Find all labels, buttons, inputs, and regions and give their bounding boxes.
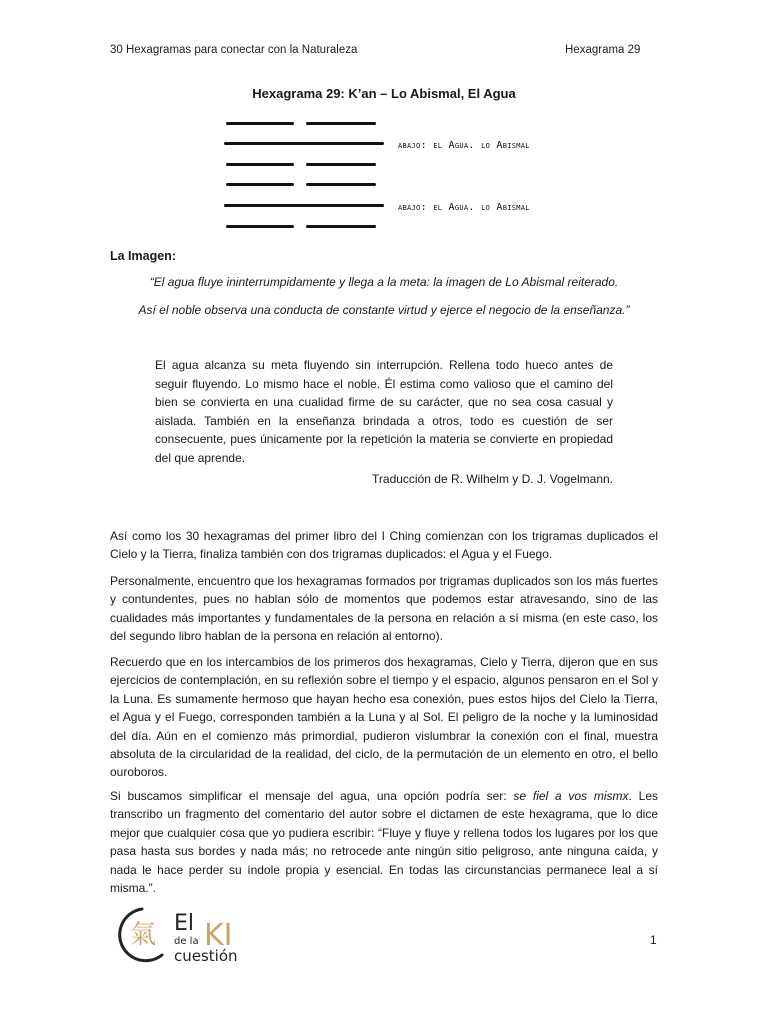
logo-word-el: El — [174, 911, 195, 936]
logo-ki-glyph: 氣 — [129, 920, 157, 950]
hexagram-figure — [224, 115, 384, 235]
paragraph-1: Así como los 30 hexagramas del primer libro del I Ching comienzan con los trigramas duplicados el Cielo y la Tierra, finaliza también con dos trigramas duplicados: el Agua y el Fuego. — [110, 529, 658, 562]
hexagram-line-3-right — [306, 163, 376, 166]
hexagram-line-1-right — [306, 122, 376, 125]
upper-trigram-label: abajo: el Agua. lo Abismal — [398, 140, 530, 151]
paragraph-4-emphasis: se fiel a vos mismx — [513, 789, 629, 803]
hexagram-line-3-left — [226, 163, 294, 166]
image-section-label: La Imagen: — [110, 249, 176, 263]
running-header-title: 30 Hexagramas para conectar con la Naturaleza — [110, 44, 358, 56]
hexagram-line-4-left — [226, 183, 294, 186]
lower-trigram-label: abajo: el Agua. lo Abismal — [398, 202, 530, 213]
logo-word-ki: KI — [204, 918, 233, 953]
page-number: 1 — [650, 933, 657, 947]
hexagram-line-4-right — [306, 183, 376, 186]
hexagram-line-6-left — [226, 225, 294, 228]
paragraph-4-start: Si buscamos simplificar el mensaje del agua, una opción podría ser: — [110, 789, 514, 803]
paragraph-4-end: . Les transcribo un fragmento del comentario del autor sobre el dictamen de este hexagrama, que lo dice mejor que cualquier cosa que yo pudiera escribir: “Fluye y fluye y rellena todos los lugares por los que pasa hasta sus bordes y nada más; no retrocede ante ningún sitio peligroso, ante ninguna caída, y nada le hace perder su índole propia y esencial. En todas las circunstancias permanece leal a sí misma.”. — [110, 789, 659, 896]
paragraph-2: Personalmente, encuentro que los hexagramas formados por trigramas duplicados son los más fuertes y contundentes, pues no hablan sólo de momentos que podemos estar atravesando, sino de las cualidades más importantes y fundamentales de la persona en relación a sí misma (en este caso, los del segundo libro hablan de la persona en relación al entorno). — [110, 574, 658, 644]
logo-word-cuestion: cuestión — [174, 947, 238, 965]
hexagram-line-5 — [224, 204, 384, 207]
image-quote-line-2: Así el noble observa una conducta de constante virtud y ejerce el negocio de la enseñanza.” — [138, 303, 630, 317]
paragraph-4 — [110, 787, 658, 897]
commentary-block: El agua alcanza su meta fluyendo sin interrupción. Rellena todo hueco antes de seguir fluyendo. Lo mismo hace el noble. Él estima como valioso que el camino del bien se convierta en una cualidad firme de su carácter, que no sea cosa casual y aislada. También en la enseñanza brindada a otros, todo es cuestión de ser consecuente, pues únicamente por la repetición la materia se convierte en propiedad del que aprende. — [155, 358, 613, 465]
paragraph-3: Recuerdo que en los intercambios de los primeros dos hexagramas, Cielo y Tierra, dijeron que en sus ejercicios de contemplación, en su reflexión sobre el tiempo y el espacio, algunos pensaron en el Sol y la Luna. Es sumamente hermoso que hayan hecho esa conexión, pues estos hijos del Cielo la Tierra, el Agua y el Fuego, corresponden también a la Luna y al Sol. El peligro de la noche y la luminosidad del día. Aún en el comienzo más primordial, pudieron vislumbrar la conexión con el final, muestra absoluta de la circularidad de la realidad, del ciclo, de la permutación de un elemento en otro, el bello ouroboros. — [110, 655, 658, 780]
image-quote-line-1: “El agua fluye ininterrumpidamente y llega a la meta: la imagen de Lo Abismal reiterado. — [149, 275, 619, 289]
translation-credit: Traducción de R. Wilhelm y D. J. Vogelmann. — [372, 472, 613, 486]
page-title: Hexagrama 29: K’an – Lo Abismal, El Agua — [252, 86, 516, 101]
hexagram-line-2 — [224, 142, 384, 145]
running-header-hexagram: Hexagrama 29 — [565, 44, 641, 56]
hexagram-line-6-right — [306, 225, 376, 228]
hexagram-line-1-left — [226, 122, 294, 125]
logo-word-de-la: de la — [174, 936, 199, 947]
el-ki-de-la-cuestion-logo — [112, 905, 262, 965]
